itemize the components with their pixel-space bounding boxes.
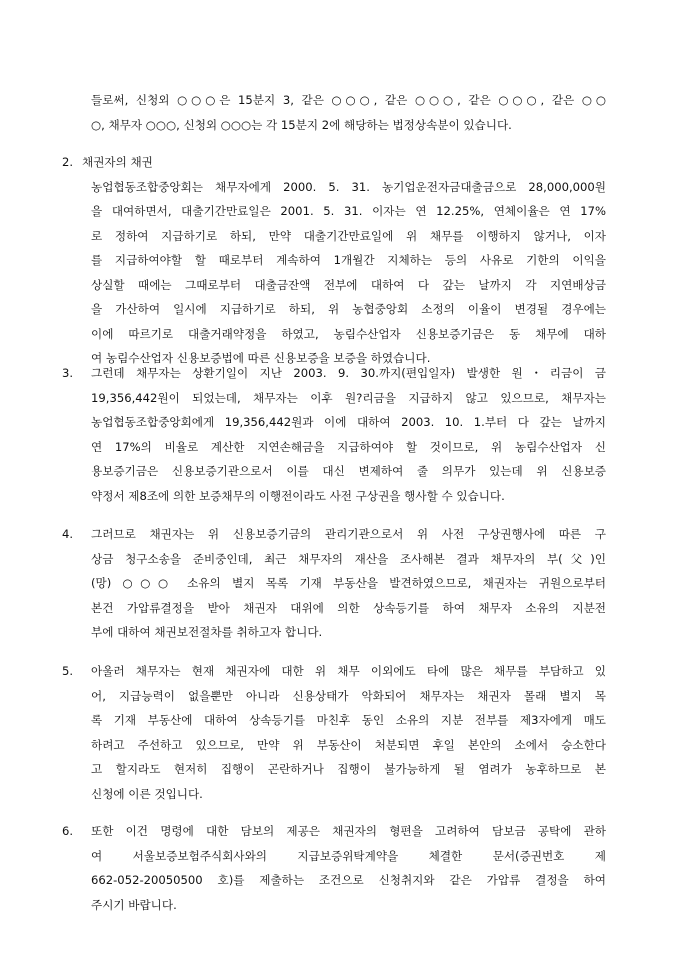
text-line: 부에 대하여 채권보전절차를 취하고자 합니다. bbox=[91, 625, 323, 639]
text-line: 또한 이건 명령에 대한 담보의 제공은 채권자의 형편을 고려하여 담보금 공탁에 관하 bbox=[91, 824, 606, 838]
text-line: 연 17%의 비율로 계산한 지연손해금을 지급하여야 할 것이므로, 위 농림수산업자 신 bbox=[91, 439, 606, 454]
text-line: 상금 청구소송을 준비중인데, 최근 채무자의 재산을 조사해본 결과 채무자의 부(父)인 bbox=[91, 551, 606, 566]
section-6 bbox=[62, 819, 606, 917]
text-line: 662-052-20050500 호)를 제출하는 조건으로 신청취지와 같은 가압류 결정을 하여 bbox=[91, 873, 606, 887]
text-line: 이에 따르기로 대출거래약정을 하였고, 농림수산업자 신용보증기금은 동 채무에 대하 bbox=[91, 326, 606, 341]
text-line: 어, 지급능력이 없을뿐만 아니라 신용상태가 악화되어 채무자는 채권자 몰래 별지 목 bbox=[91, 688, 606, 703]
text-line: (망) ○○○ 소유의 별지 목록 기재 부동산을 발견하였으므로, 채권자는 귀원으로부터 bbox=[91, 576, 606, 590]
section-2 bbox=[62, 150, 606, 371]
text-line: 여 서울보증보험주식회사와의 지급보증위탁계약을 체결한 문서(증권번호 제 bbox=[91, 848, 606, 863]
section-number: 5. bbox=[62, 664, 74, 678]
intro-paragraph bbox=[78, 88, 606, 137]
text-line: 19,356,442원이 되었는데, 채무자는 이후 원?리금을 지급하지 않고 있으므로, 채무자는 bbox=[91, 390, 606, 405]
section-number: 3. bbox=[62, 366, 74, 380]
section-number: 2. bbox=[62, 155, 74, 169]
text-line: 여 농림수산업자 신용보증법에 따른 신용보증을 보증을 하였습니다. bbox=[91, 351, 431, 365]
text-line: 아울러 채무자는 현재 채권자에 대한 위 채무 이외에도 타에 많은 채무를 부담하고 있 bbox=[91, 664, 606, 678]
text-line: 들로써, 신청외 ○○○은 15분지 3, 같은 ○○○, 같은 ○○○, 같은 ○○○, 같은 ○○ bbox=[91, 93, 606, 107]
text-line: 을 가산하여 일시에 지급하기로 하되, 위 농협중앙회 소정의 이율이 변경될 경우에는 bbox=[91, 302, 606, 316]
section-heading: 채권자의 채권 bbox=[82, 155, 153, 169]
text-line: 신청에 이른 것입니다. bbox=[91, 786, 203, 801]
text-line: 하려고 주선하고 있으므로, 만약 위 부동산이 처분되면 후일 본안의 소에서 승소한다 bbox=[91, 737, 606, 752]
section-3 bbox=[62, 361, 606, 508]
section-5 bbox=[62, 659, 606, 806]
section-4 bbox=[62, 522, 606, 645]
text-line: 를 지급하여야할 할 때로부터 계속하여 1개월간 지체하는 등의 사유로 기한의 이익을 bbox=[91, 253, 606, 267]
text-line: 그러므로 채권자는 위 신용보증기금의 관리기관으로서 위 사전 구상권행사에 따른 구 bbox=[91, 527, 606, 541]
section-number: 6. bbox=[62, 824, 74, 838]
text-line: 농업협동조합중앙회에게 19,356,442원과 이에 대하여 2003. 10. 1.부터 다 갚는 날까지 bbox=[91, 415, 606, 429]
text-line: 을 대여하면서, 대출기간만료일은 2001. 5. 31. 이자는 연 12.25%, 연체이율은 연 17% bbox=[91, 204, 606, 218]
text-line: 록 기재 부동산에 대하여 상속등기를 마친후 동인 소유의 지분 전부를 제3자에게 매도 bbox=[91, 713, 606, 727]
text-line: 약정서 제8조에 의한 보증채무의 이행전이라도 사전 구상권을 행사할 수 있습니다. bbox=[91, 488, 505, 503]
text-line: ○, 채무자 ○○○, 신청외 ○○○는 각 15분지 2에 해당하는 법정상속분이 있습니다. bbox=[91, 117, 512, 132]
text-line: 농업협동조합중앙회는 채무자에게 2000. 5. 31. 농기업운전자금대출금으로 28,000,000원 bbox=[91, 179, 606, 194]
text-line: 고 할지라도 현저히 집행이 곤란하거나 집행이 불가능하게 될 염려가 농후하므로 본 bbox=[91, 762, 606, 776]
text-line: 용보증기금은 신용보증기관으로서 이를 대신 변제하여 줄 의무가 있는데 위 신용보증 bbox=[91, 464, 606, 478]
text-line: 그런데 채무자는 상환기일이 지난 2003. 9. 30.까지(편입일자) 발생한 원・리금이 금 bbox=[91, 366, 606, 380]
text-line: 로 정하여 지급하기로 하되, 만약 대출기간만료일에 위 채무를 이행하지 않거나, 이자 bbox=[91, 228, 606, 243]
text-line: 주시기 바랍니다. bbox=[91, 897, 177, 912]
text-line: 상실할 때에는 그때로부터 대출금잔액 전부에 대하여 다 갚는 날까지 각 지연배상금 bbox=[91, 277, 606, 292]
text-line: 본건 가압류결정을 받아 채권자 대위에 의한 상속등기를 하여 채무자 소유의 지분전 bbox=[91, 600, 606, 615]
section-number: 4. bbox=[62, 527, 74, 541]
